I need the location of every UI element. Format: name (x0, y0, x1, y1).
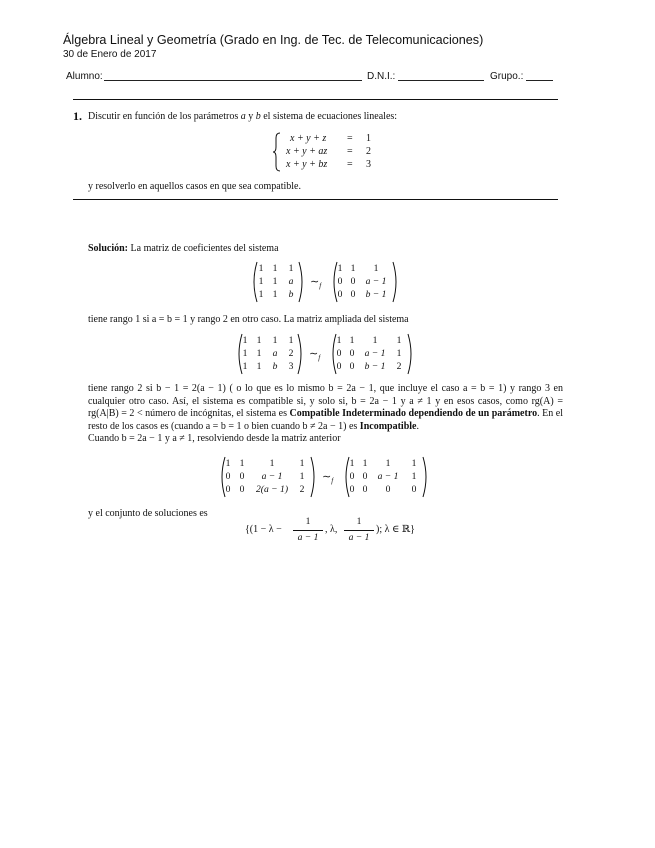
solution-label: Solución: (88, 243, 129, 254)
right-paren (298, 261, 306, 303)
equation-system (272, 131, 382, 173)
alumno-label: Alumno: (66, 71, 103, 82)
equiv-symbol: $\sim_f$ (322, 471, 334, 486)
dni-label: D.N.I.: (367, 71, 396, 82)
eq3-rhs: 3 (366, 159, 371, 170)
matrix-augmented-pair (235, 333, 425, 375)
eq1-rhs: 1 (366, 133, 371, 144)
eq2-rhs: 2 (366, 146, 371, 157)
matrix-final-reduced: 1 1 1 1 0 0 a − 1 1 0 0 0 0 (342, 456, 432, 498)
discussion-paragraph: tiene rango 2 si b − 1 = 2(a − 1) ( o lo que es lo mismo b = 2a − 1, que incluye el caso a = b = 1) y rango 3 en cualquier otro caso. Así, el sistema es compatible si, y solo si, b = 2a − 1 y a ≠ 1 y en esos casos, como rg(A) = rg(A|B) = 2 < número de incógnitas, el sistema es Compatible Indeterminado dependiendo de un parámetro. En el resto de los casos es (cuando a = b = 1 o bien cuando b ≠ 2a − 1) es Incompatible. Cuando b = 2a − 1 y a ≠ 1, resolviendo desde la matriz anterior (88, 383, 564, 445)
problem-number: 1. (73, 109, 82, 123)
matrix-coef: 1 1 1 1 1 a 1 1 b (250, 261, 306, 303)
problem-statement: Discutir en función de los parámetros a y b el sistema de ecuaciones lineales: (88, 111, 398, 122)
eq2-eq: = (347, 146, 353, 157)
problem-closing: y resolverlo en aquellos casos en que sea compatible. (88, 181, 301, 192)
eq3-eq: = (347, 159, 353, 170)
problem-top-rule (73, 99, 558, 100)
eq1-eq: = (347, 133, 353, 144)
exam-title: Álgebra Lineal y Geometría (Grado en Ing. de Tec. de Telecomunicaciones) (63, 33, 484, 47)
solution-set-intro: y el conjunto de soluciones es (88, 508, 208, 519)
matrix-final: 1 1 1 1 0 0 a − 1 1 0 0 2(a − 1) 2 (218, 456, 318, 498)
grupo-field[interactable] (526, 80, 553, 81)
eq3-lhs: x + y + bz (286, 159, 328, 170)
fraction-1-numerator: 1 (305, 516, 311, 527)
matrix-coef-pair (250, 261, 410, 303)
fraction-1-bar (293, 530, 323, 531)
grupo-label: Grupo.: (490, 71, 524, 82)
incompatible: Incompatible (359, 420, 417, 432)
set-close: ); λ ∈ ℝ} (376, 524, 415, 535)
matrix-augmented: 1 1 1 1 1 1 a 2 1 1 b 3 (235, 333, 305, 375)
fraction-2-numerator: 1 (356, 516, 362, 527)
equiv-symbol: $\sim_f$ (310, 276, 322, 291)
compatible-indeterminado: Compatible Indeterminado dependiendo de un parámetro (289, 408, 538, 420)
fraction-2-denominator: a − 1 (348, 532, 370, 543)
eq1-lhs: x + y + z (290, 133, 327, 144)
system-brace (272, 132, 282, 172)
alumno-field[interactable] (104, 80, 362, 81)
matrix-final-pair (218, 456, 433, 498)
fraction-2-bar (344, 530, 374, 531)
rank-text: tiene rango 1 si a = b = 1 y rango 2 en otro caso. La matriz ampliada del sistema (88, 314, 409, 325)
set-open: {(1 − λ − (245, 524, 282, 535)
solution-set (245, 515, 415, 547)
exam-date: 30 de Enero de 2017 (63, 49, 157, 60)
problem-bottom-rule (73, 199, 558, 200)
fraction-1-denominator: a − 1 (297, 532, 319, 543)
matrix-coef-reduced: 1 1 1 0 0 a − 1 0 0 b − 1 (330, 261, 400, 303)
solution-intro: Solución: La matriz de coeficientes del sistema (88, 243, 279, 254)
eq2-lhs: x + y + az (286, 146, 328, 157)
dni-field[interactable] (398, 80, 484, 81)
equiv-symbol: $\sim_f$ (309, 348, 321, 363)
set-mid: , λ, (325, 524, 338, 535)
matrix-augmented-reduced: 1 1 1 1 0 0 a − 1 1 0 0 b − 1 2 (329, 333, 415, 375)
